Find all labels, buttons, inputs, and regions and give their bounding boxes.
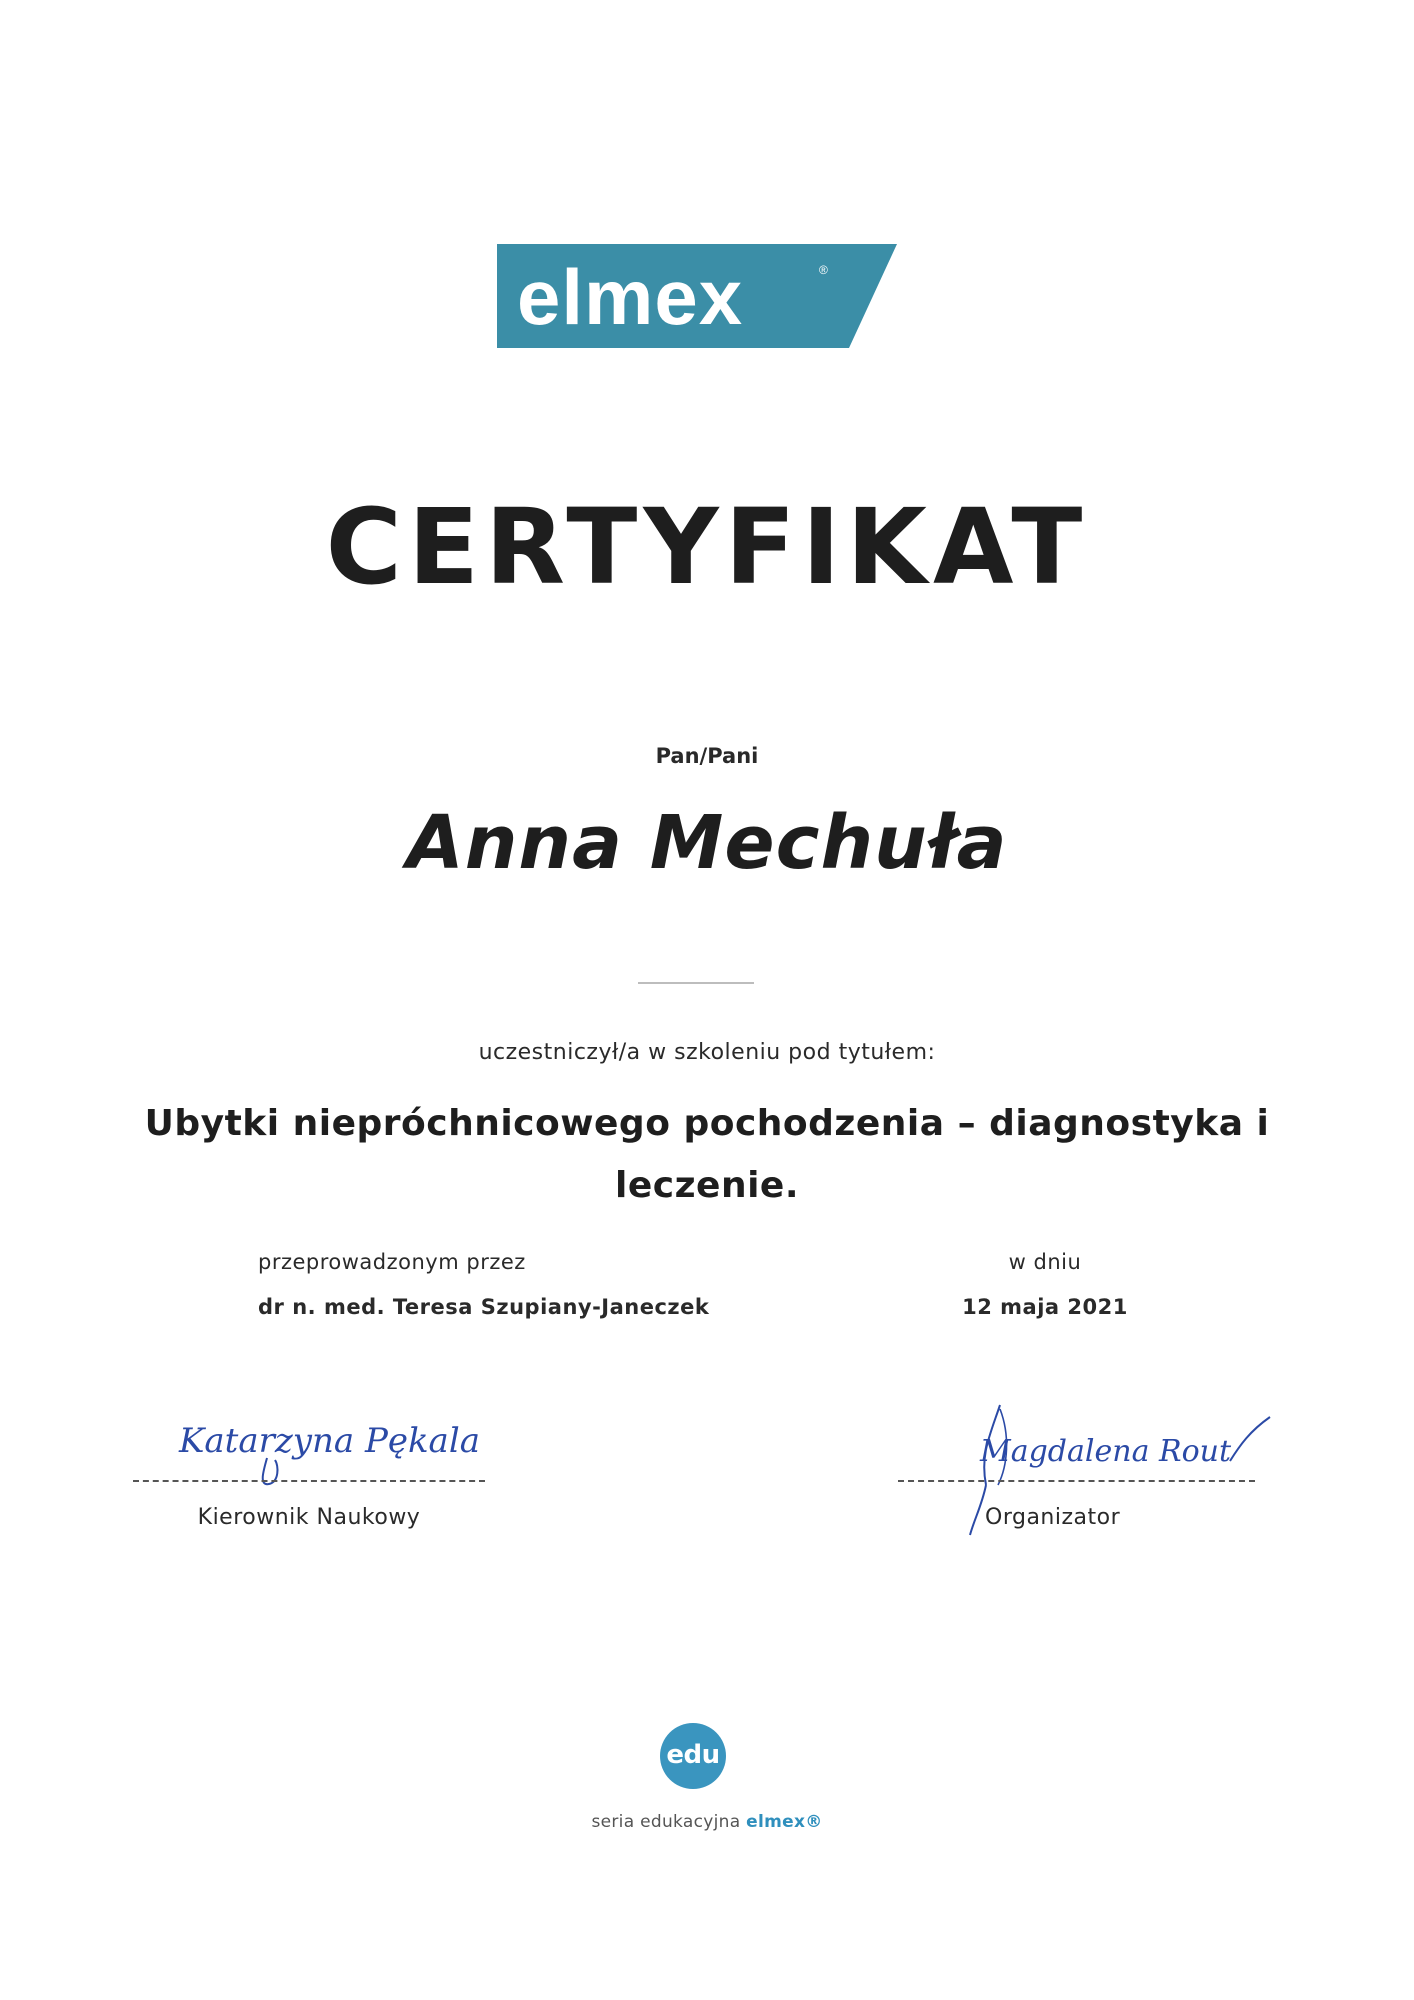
signature-left-graphic [175,1400,495,1490]
training-title: Ubytki niepróchnicowego pochodzenia – diagnostyka i leczenie. [144,1103,1270,1206]
elmex-logo [497,244,897,348]
signature-right-text: Magdalena Rout [980,1434,1232,1469]
edu-badge: edu [660,1723,726,1789]
recipient-name: Anna Mechuła [406,800,1008,886]
series-footer [0,1812,1414,1832]
elmex-logo-graphic [497,244,897,348]
certificate-title: CERTYFIKAT [325,486,1089,608]
logo-brand-text: elmex [517,253,744,341]
series-prefix: seria edukacyjna [591,1812,747,1832]
conducted-by-value: dr n. med. Teresa Szupiany-Janeczek [258,1295,710,1319]
signature-left-caption: Kierownik Naukowy [197,1505,421,1530]
divider [638,982,754,984]
signature-line-right [898,1480,1255,1482]
signature-line-left [133,1480,485,1482]
date-label: w dniu [1008,1250,1082,1274]
participation-text: uczestniczył/a w szkoleniu pod tytułem: [478,1040,936,1065]
logo-registered-mark: ® [819,263,828,277]
date-value: 12 maja 2021 [962,1295,1128,1319]
signature-right-caption: Organizator [985,1505,1121,1530]
salutation: Pan/Pani [655,744,759,768]
series-brand: elmex® [746,1812,823,1832]
conducted-by-label: przeprowadzonym przez [258,1250,526,1274]
signature-left-text: Katarzyna Pękala [179,1421,480,1461]
